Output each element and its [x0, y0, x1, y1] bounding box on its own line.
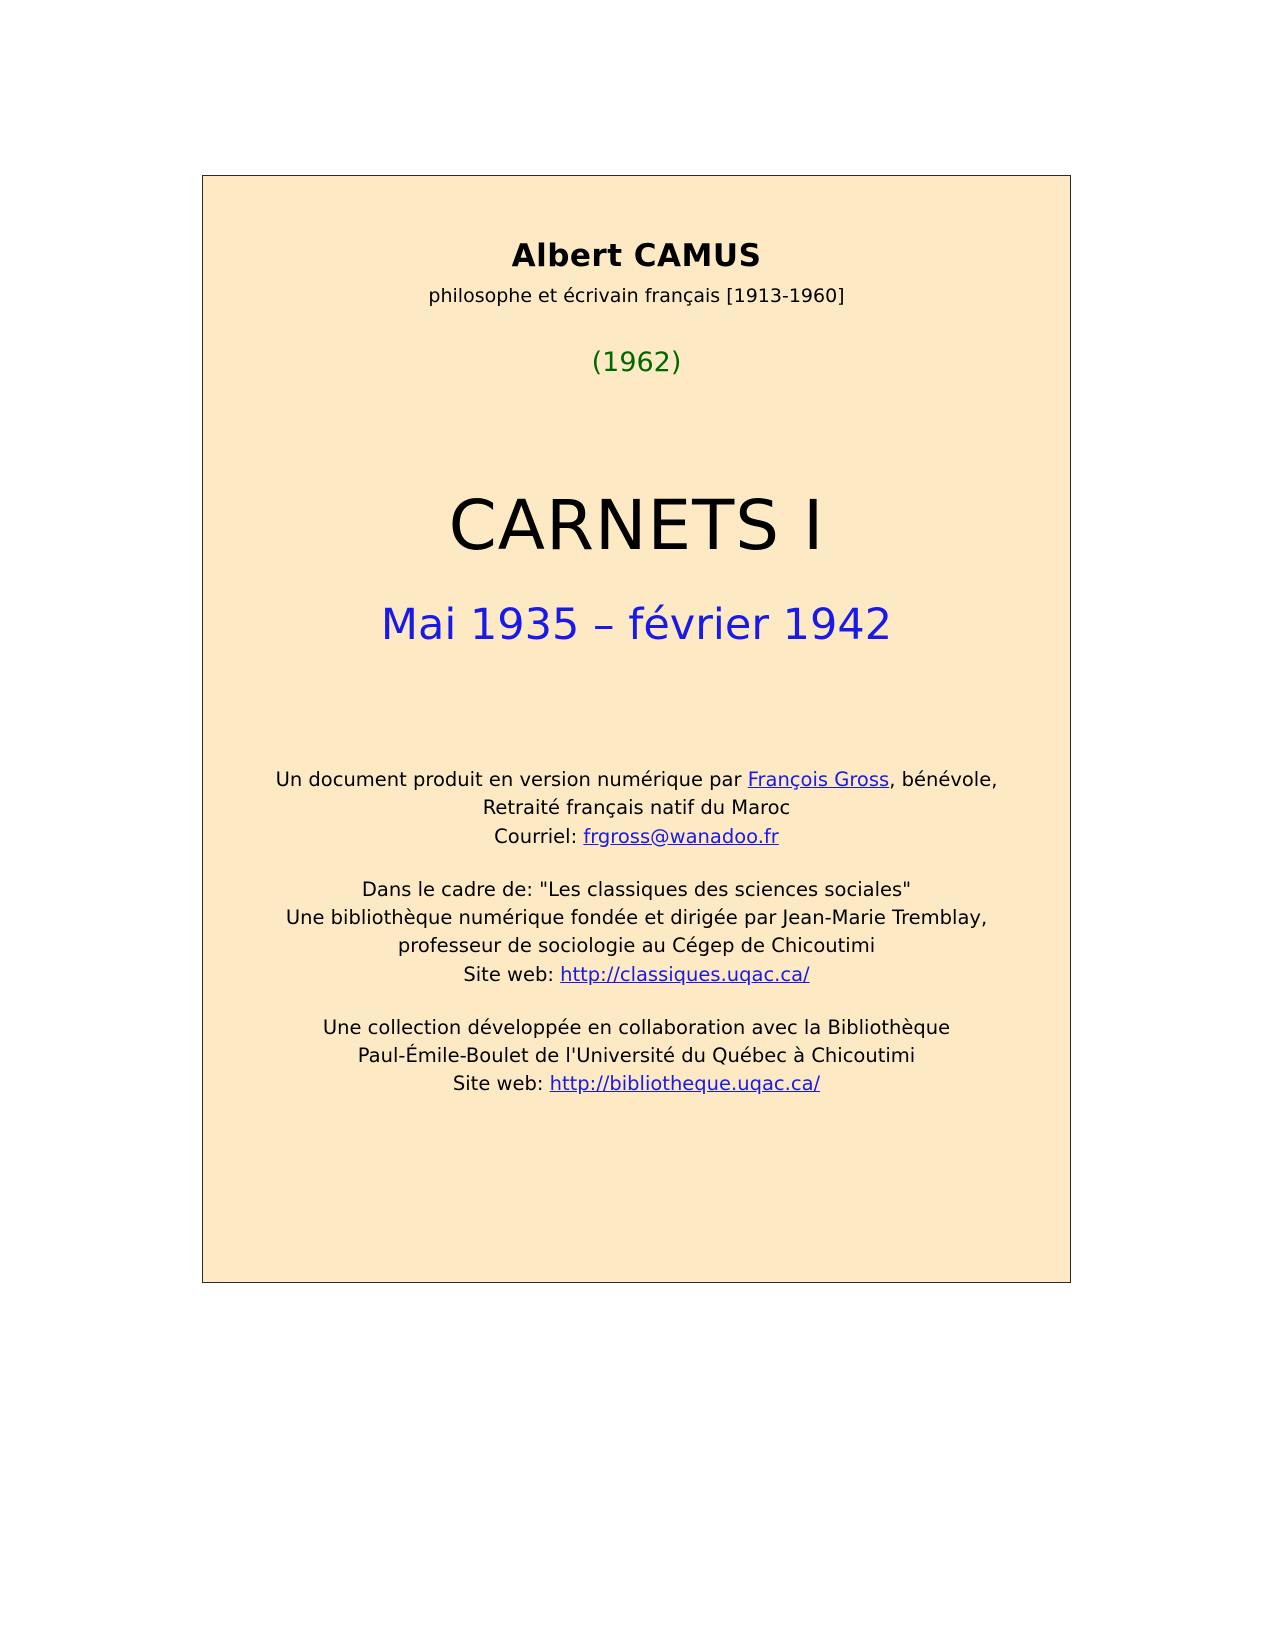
document-page [202, 175, 1071, 1283]
collection-line-2: Paul-Émile-Boulet de l'Université du Québec à Chicoutimi [357, 1044, 916, 1068]
classiques-site-link[interactable]: http://classiques.uqac.ca/ [560, 962, 810, 986]
credits-section [203, 766, 1070, 1099]
producer-email-link[interactable]: frgross@wanadoo.fr [583, 824, 779, 848]
producer-role: Retraité français natif du Maroc [482, 796, 791, 820]
producer-line-suffix: , bénévole, [889, 768, 998, 791]
bibliotheque-site-link[interactable]: http://bibliotheque.uqac.ca/ [549, 1072, 821, 1096]
library-line: Une bibliothèque numérique fondée et dirigée par Jean-Marie Tremblay, [285, 906, 988, 930]
site-label-2: Site web: [452, 1072, 550, 1096]
book-title: CARNETS I [448, 486, 825, 566]
framework-line: Dans le cadre de: "Les classiques des sciences sociales" [361, 877, 912, 901]
site-line-2 [203, 1070, 1070, 1098]
producer-name-link[interactable]: François Gross [747, 768, 890, 791]
page-content [203, 238, 1070, 1099]
producer-line [203, 766, 1070, 794]
producer-block [203, 766, 1070, 851]
collection-line-1: Une collection développée en collaboration avec la Bibliothèque [322, 1015, 951, 1039]
library-block [203, 876, 1070, 989]
library-role: professeur de sociologie au Cégep de Chicoutimi [397, 934, 876, 958]
book-subtitle: Mai 1935 – février 1942 [380, 600, 893, 650]
collection-block [203, 1014, 1070, 1099]
site-label-1: Site web: [463, 962, 561, 986]
author-subtitle: philosophe et écrivain français [1913-1960] [428, 285, 845, 307]
producer-line-prefix: Un document produit en version numérique par [275, 768, 748, 791]
site-line-1 [203, 961, 1070, 989]
author-name: Albert CAMUS [511, 238, 762, 274]
publication-year: (1962) [591, 347, 682, 378]
producer-email-line [203, 823, 1070, 851]
email-label: Courriel: [494, 824, 584, 848]
